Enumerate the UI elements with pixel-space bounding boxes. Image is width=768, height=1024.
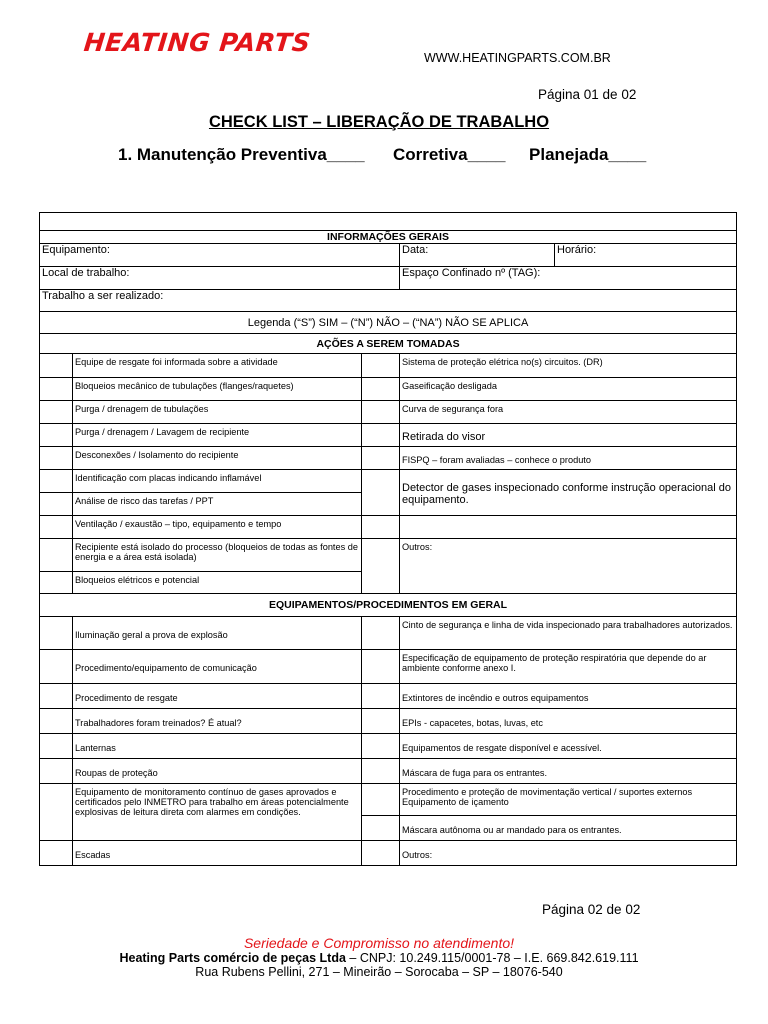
action-item: Bloqueios elétricos e potencial — [73, 572, 362, 594]
page-number-bottom: Página 02 de 02 — [542, 902, 641, 917]
equipment-item: Procedimento e proteção de movimentação vertical / suportes externos Equipamento de içamento — [400, 784, 737, 816]
section-title-equipment: EQUIPAMENTOS/PROCEDIMENTOS EM GERAL — [40, 594, 737, 617]
equipment-item: Máscara de fuga para os entrantes. — [400, 759, 737, 784]
equipment-item: Escadas — [73, 841, 362, 866]
equipment-item: Extintores de incêndio e outros equipamentos — [400, 684, 737, 709]
action-item: Identificação com placas indicando inflamável — [73, 470, 362, 493]
action-item: Análise de risco das tarefas / PPT — [73, 493, 362, 516]
action-item: Outros: — [400, 539, 737, 594]
action-item: Detector de gases inspecionado conforme instrução operacional do equipamento. — [400, 470, 737, 516]
check-box[interactable] — [40, 539, 73, 572]
check-box[interactable] — [362, 650, 400, 684]
field-espaco-confinado[interactable]: Espaço Confinado nº (TAG): — [400, 267, 737, 290]
action-item — [400, 516, 737, 539]
check-box[interactable] — [40, 617, 73, 650]
field-local[interactable]: Local de trabalho: — [40, 267, 400, 290]
check-box[interactable] — [40, 650, 73, 684]
section-title-info: INFORMAÇÕES GERAIS — [40, 231, 737, 244]
check-box[interactable] — [40, 354, 73, 378]
equipment-item: Procedimento de resgate — [73, 684, 362, 709]
action-item: Gaseificação desligada — [400, 378, 737, 401]
action-item: Retirada do visor — [400, 424, 737, 447]
equipment-item: Iluminação geral a prova de explosão — [73, 617, 362, 650]
field-trabalho[interactable]: Trabalho a ser realizado: — [40, 290, 737, 312]
equipment-item: Lanternas — [73, 734, 362, 759]
check-box[interactable] — [362, 539, 400, 594]
check-box[interactable] — [40, 378, 73, 401]
document-title: CHECK LIST – LIBERAÇÃO DE TRABALHO — [208, 113, 550, 131]
check-box[interactable] — [40, 709, 73, 734]
check-box[interactable] — [40, 447, 73, 470]
check-box[interactable] — [362, 378, 400, 401]
action-item: Ventilação / exaustão – tipo, equipamento e tempo — [73, 516, 362, 539]
equipment-item: EPIs - capacetes, botas, luvas, etc — [400, 709, 737, 734]
check-box[interactable] — [362, 734, 400, 759]
check-box[interactable] — [362, 447, 400, 470]
company-slogan: Seriedade e Compromisso no atendimento! — [243, 935, 515, 951]
check-box[interactable] — [362, 784, 400, 816]
check-box[interactable] — [40, 784, 73, 841]
check-box[interactable] — [40, 841, 73, 866]
action-item: Purga / drenagem / Lavagem de recipiente — [73, 424, 362, 447]
website-url[interactable]: WWW.HEATINGPARTS.COM.BR — [424, 51, 611, 65]
check-box[interactable] — [40, 734, 73, 759]
action-item: Sistema de proteção elétrica no(s) circuitos. (DR) — [400, 354, 737, 378]
equipment-item: Outros: — [400, 841, 737, 866]
check-box[interactable] — [362, 841, 400, 866]
equipment-item: Trabalhadores foram treinados? É atual? — [73, 709, 362, 734]
check-box[interactable] — [40, 516, 73, 539]
company-name: Heating Parts comércio de peças Ltda — [119, 951, 346, 965]
equipment-item: Equipamentos de resgate disponível e acessível. — [400, 734, 737, 759]
equipment-item: Roupas de proteção — [73, 759, 362, 784]
check-box[interactable] — [362, 424, 400, 447]
check-box[interactable] — [362, 709, 400, 734]
check-box[interactable] — [362, 617, 400, 650]
action-item: Equipe de resgate foi informada sobre a atividade — [73, 354, 362, 378]
check-box[interactable] — [362, 401, 400, 424]
check-box[interactable] — [40, 470, 73, 493]
company-info — [0, 951, 758, 965]
section-title-actions: AÇÕES A SEREM TOMADAS — [40, 334, 737, 354]
company-logo: HEATING PARTS — [82, 28, 313, 57]
check-box[interactable] — [362, 759, 400, 784]
check-box[interactable] — [40, 401, 73, 424]
action-item: Recipiente está isolado do processo (bloqueios de todas as fontes de energia e a área está isolada) — [73, 539, 362, 572]
equipment-item: Cinto de segurança e linha de vida inspecionado para trabalhadores autorizados. — [400, 617, 737, 650]
action-item: FISPQ – foram avaliadas – conhece o produto — [400, 447, 737, 470]
action-item: Bloqueios mecânico de tubulações (flanges/raquetes) — [73, 378, 362, 401]
check-box[interactable] — [40, 493, 73, 516]
company-address: Rua Rubens Pellini, 271 – Mineirão – Sorocaba – SP – 18076-540 — [195, 965, 563, 979]
check-box[interactable] — [40, 684, 73, 709]
equipment-item: Máscara autônoma ou ar mandado para os entrantes. — [400, 816, 737, 841]
action-item: Curva de segurança fora — [400, 401, 737, 424]
blank-top-row — [40, 213, 737, 231]
check-box[interactable] — [40, 759, 73, 784]
maintenance-type-line: 1. Manutenção Preventiva____ Corretiva____ Planejada____ — [118, 145, 647, 164]
checklist-table — [39, 212, 737, 866]
company-registration: – CNPJ: 10.249.115/0001-78 – I.E. 669.842.619.111 — [345, 951, 639, 965]
equipment-item: Especificação de equipamento de proteção respiratória que depende do ar ambiente conforme anexo I. — [400, 650, 737, 684]
field-equipamento[interactable]: Equipamento: — [40, 244, 400, 267]
check-box[interactable] — [362, 816, 400, 841]
field-data[interactable]: Data: — [400, 244, 555, 267]
action-item: Desconexões / Isolamento do recipiente — [73, 447, 362, 470]
check-box[interactable] — [362, 354, 400, 378]
page-number-top: Página 01 de 02 — [538, 87, 637, 102]
equipment-item: Procedimento/equipamento de comunicação — [73, 650, 362, 684]
check-box[interactable] — [362, 684, 400, 709]
equipment-item: Equipamento de monitoramento contínuo de gases aprovados e certificados pelo INMETRO para trabalho em áreas potencialmente explosivas de leitura direta com alarmes em condições. — [73, 784, 362, 841]
check-box[interactable] — [40, 424, 73, 447]
legend: Legenda (“S”) SIM – (“N”) NÃO – (“NA”) NÃO SE APLICA — [40, 312, 737, 334]
check-box[interactable] — [362, 470, 400, 516]
field-horario[interactable]: Horário: — [555, 244, 737, 267]
check-box[interactable] — [362, 516, 400, 539]
check-box[interactable] — [40, 572, 73, 594]
action-item: Purga / drenagem de tubulações — [73, 401, 362, 424]
